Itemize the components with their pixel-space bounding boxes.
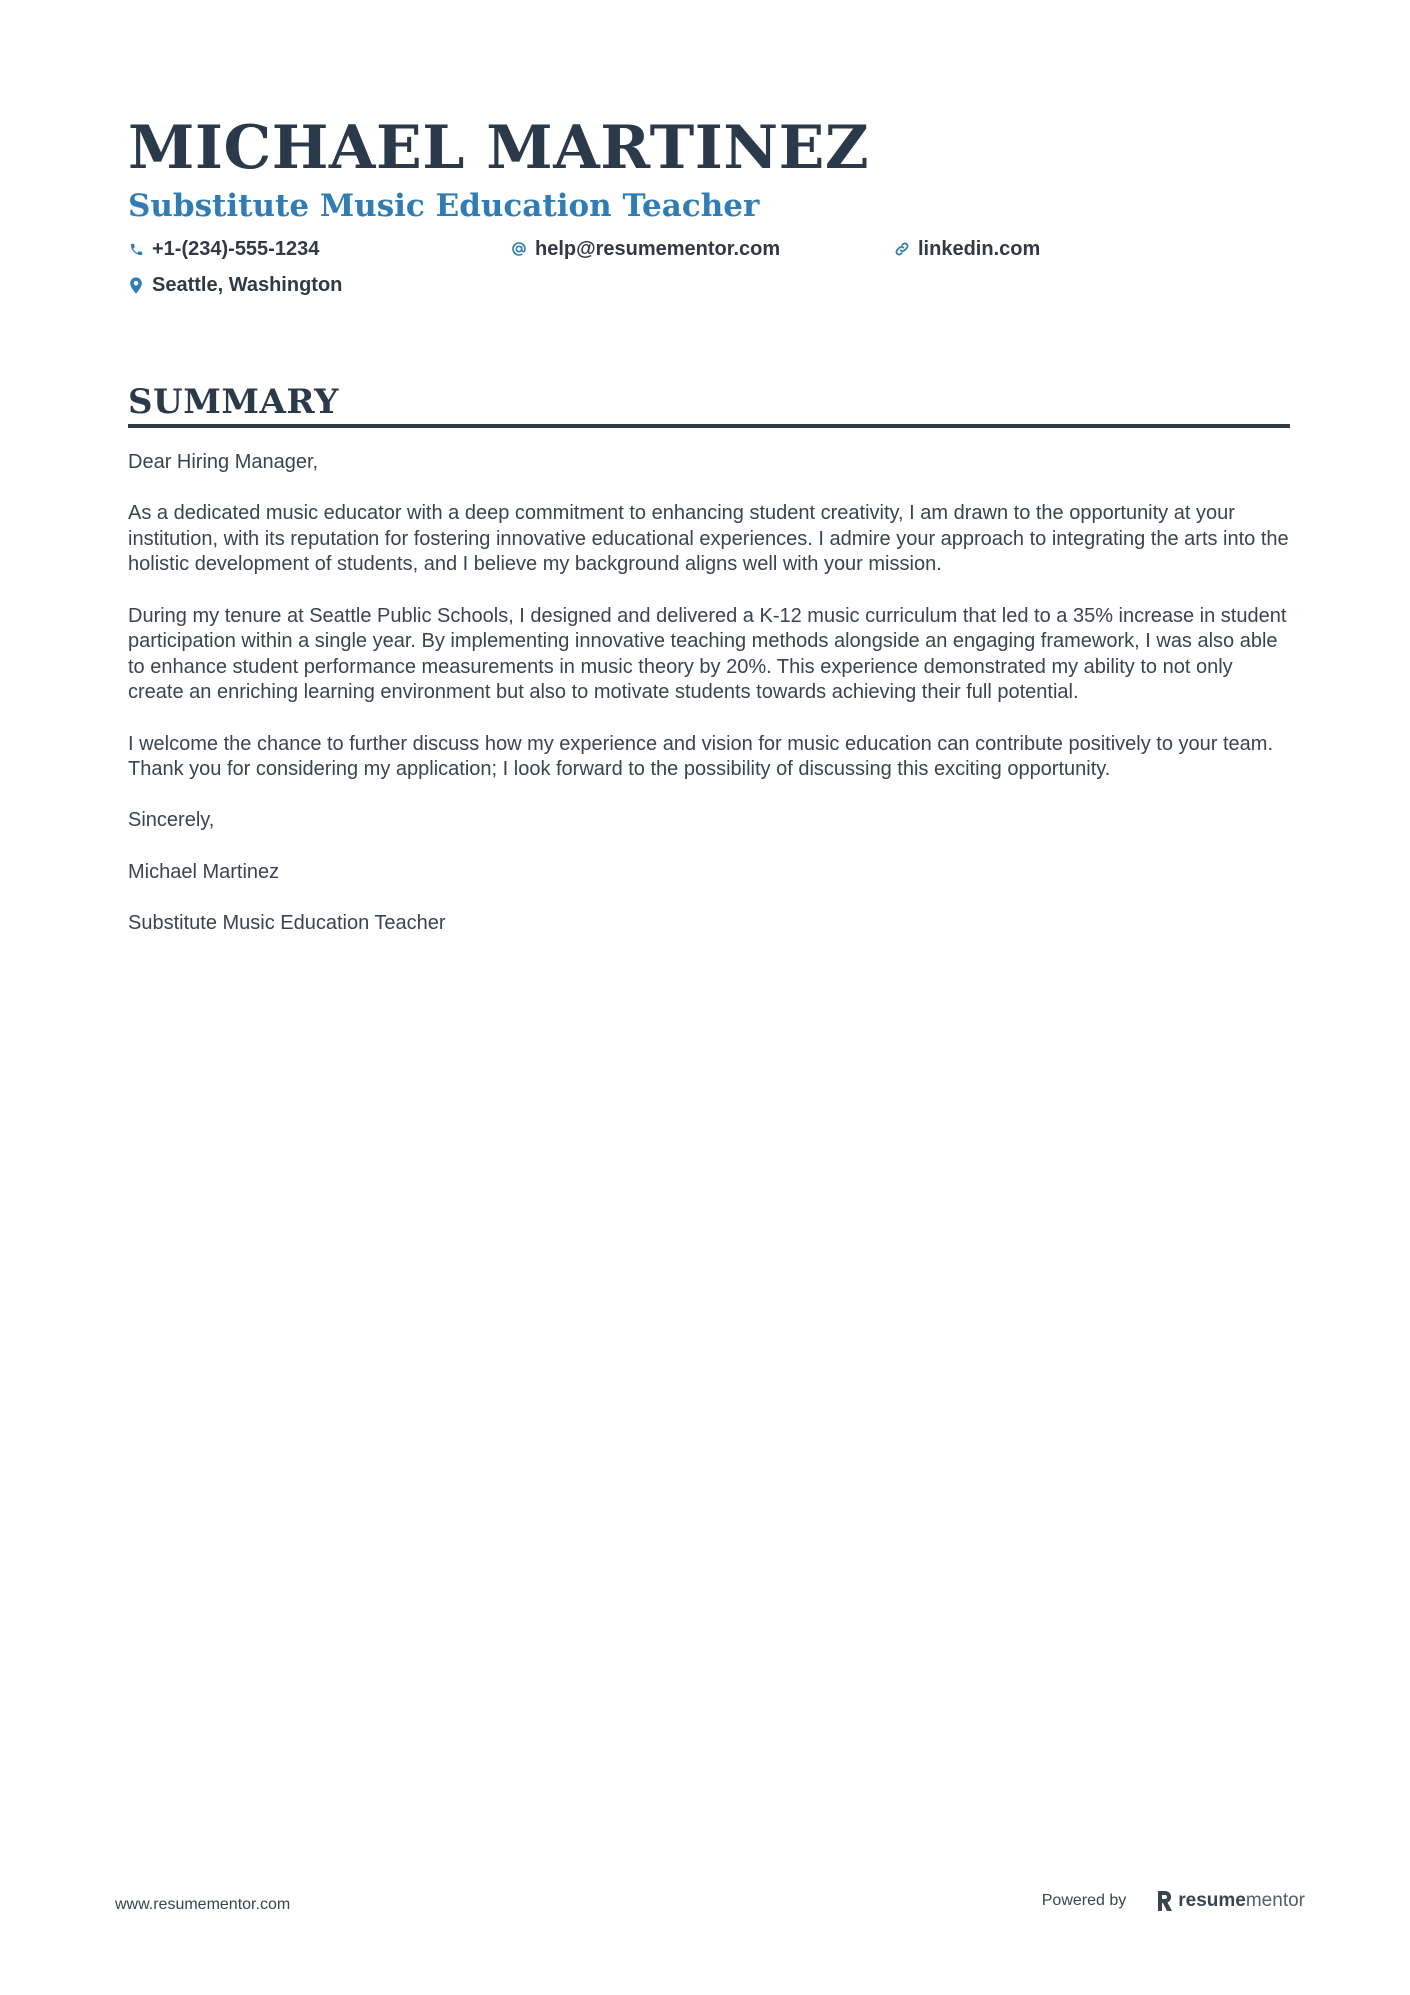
signature-name: Michael Martinez [128,860,280,883]
location: Seattle, Washington [152,274,343,296]
candidate-name: MICHAEL MARTINEZ [128,113,870,183]
location-pin-icon [128,276,144,294]
phone-icon [128,240,144,258]
section-divider [128,424,1290,428]
contact-email [511,236,894,262]
summary-heading: SUMMARY [128,382,339,422]
footer-website[interactable]: www.resumementor.com [115,1896,291,1913]
paragraph-closing: I welcome the chance to further discuss how my experience and vision for music education can contribute positively to your team. Thank you for considering my application; I look forward to the possibility of discussing this exciting opportunity. [128,732,1274,781]
brand-logo[interactable] [1156,1890,1305,1912]
powered-by-label: Powered by [1041,1892,1127,1909]
contact-info [128,236,1290,298]
email-address: help@resumementor.com [535,238,781,260]
paragraph-experience: During my tenure at Seattle Public Schools, I designed and delivered a K-12 music curriculum that led to a 35% increase in student participation within a single year. By implementing innovative teaching methods alongside an engaging framework, I was also able to enhance student performance measurements in music theory by 20%. This experience demonstrated my ability to not only create an enriching learning environment but also to motivate students towards achieving their full potential. [128,604,1287,704]
letter-body [128,450,1290,936]
brand-name-part2: mentor [1245,1890,1305,1911]
closing: Sincerely, [128,809,215,832]
contact-linkedin [894,236,1277,262]
linkedin-link[interactable]: linkedin.com [918,238,1041,260]
signature-title: Substitute Music Education Teacher [128,911,446,934]
brand-name-part1: resume [1178,1890,1246,1911]
job-title: Substitute Music Education Teacher [128,188,760,224]
paragraph-intro: As a dedicated music educator with a deep commitment to enhancing student creativity, I am drawn to the opportunity at your institution, with its reputation for fostering innovative educational experiences. I admire your approach to integrating the arts into the holistic development of students, and I believe my background aligns well with your mission. [128,502,1289,576]
at-icon [511,240,527,258]
link-icon [894,240,910,258]
contact-phone [128,236,511,262]
contact-location [128,272,511,298]
brand-mark-icon [1156,1891,1172,1911]
cover-letter [128,112,1290,962]
phone-number: +1-(234)-555-1234 [152,238,320,260]
salutation: Dear Hiring Manager, [128,451,319,473]
footer-branding [1042,1890,1305,1912]
